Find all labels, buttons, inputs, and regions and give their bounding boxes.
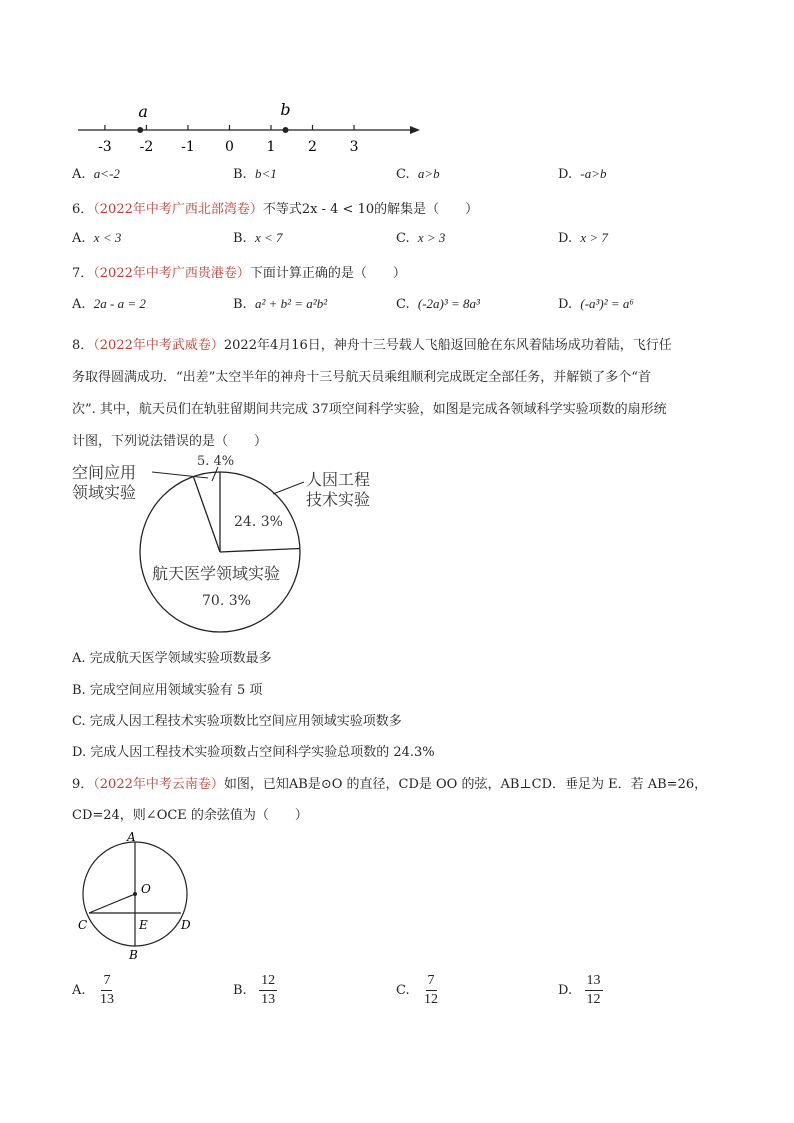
number-line-tick-label: -3 — [98, 139, 112, 155]
fraction — [259, 972, 277, 1009]
option-letter: C. — [396, 983, 410, 998]
q8-stem-line-2: 务取得圆满成功．“出差”太空半年的神舟十三号航天员乘组顺利完成既定全部任务，并解锁了多个“首 — [72, 370, 651, 385]
slice-label-medicine: 航天医学领域实验 — [152, 564, 281, 583]
option-letter: B. — [233, 983, 247, 998]
pie-slice-divider — [193, 477, 220, 552]
option-text: x < 3 — [93, 230, 122, 245]
fraction-numerator: 13 — [585, 972, 603, 991]
fraction-numerator: 7 — [426, 972, 437, 991]
q8-stem-line-1 — [72, 334, 672, 353]
slice-value-medicine: 70. 3% — [202, 593, 251, 609]
q7-option-a[interactable] — [72, 296, 146, 312]
number-line-tick-label: 3 — [349, 139, 359, 155]
option-letter: B. — [233, 231, 247, 246]
center-o-dot — [133, 892, 137, 896]
question-text: 下面计算正确的是（ ） — [249, 266, 406, 281]
q8-stem-line-4: 计图，下列说法错误的是（ ） — [72, 434, 268, 449]
q6-stem — [72, 198, 478, 217]
point-b-dot — [283, 127, 289, 133]
fraction — [98, 972, 116, 1009]
option-letter: C. — [396, 167, 410, 182]
q9-option-a[interactable] — [72, 972, 116, 1009]
option-text: a>b — [417, 166, 440, 181]
option-text: x > 3 — [417, 230, 446, 245]
label-e: E — [139, 918, 148, 932]
option-letter: B. — [233, 297, 247, 312]
number-line-tick-label: 1 — [266, 139, 276, 155]
fraction-numerator: 12 — [259, 972, 277, 991]
q8-stem-line-3: 次”. 其中，航天员们在轨驻留期间共完成 37项空间科学实验，如图是完成各领域科学实验项数的扇形统 — [72, 402, 667, 417]
option-letter: C. — [72, 714, 86, 729]
option-text: 完成人因工程技术实验项数比空间应用领域实验项数多 — [89, 714, 402, 729]
slice-value-space: 5. 4% — [197, 454, 235, 469]
point-b-label: b — [280, 100, 291, 119]
option-letter: C. — [396, 231, 410, 246]
label-b: B — [129, 948, 138, 962]
option-letter: B. — [72, 683, 86, 698]
question-text: 不等式2x - 4 < 10的解集是（ ） — [262, 202, 479, 217]
circle-figure — [75, 828, 205, 966]
option-letter: D. — [558, 167, 573, 182]
label-o: O — [141, 882, 151, 896]
option-letter: C. — [396, 297, 410, 312]
q9-stem-line-2: CD=24，则∠OCE 的余弦值为（ ） — [72, 808, 308, 823]
number-line-tick-label: 0 — [225, 139, 234, 155]
fraction-numerator: 7 — [101, 972, 112, 991]
slice-value-human: 24. 3% — [234, 514, 283, 530]
q9-option-b[interactable] — [233, 972, 277, 1009]
question-source: （2022年中考云南卷） — [93, 777, 224, 792]
q5-option-a[interactable] — [72, 166, 120, 182]
fraction-denominator: 12 — [424, 992, 439, 1007]
q6-option-c[interactable] — [396, 230, 445, 246]
option-text: a<-2 — [93, 166, 120, 181]
label-d: D — [181, 918, 191, 932]
pie-slice-divider — [220, 548, 300, 552]
q6-option-d[interactable] — [558, 230, 608, 246]
option-letter: A. — [72, 297, 86, 312]
option-text: x < 7 — [254, 230, 283, 245]
question-number: 9． — [72, 777, 94, 792]
q9-option-d[interactable] — [558, 972, 603, 1009]
slice-label-space-line1: 空间应用 — [72, 463, 137, 482]
option-text: 完成航天医学领域实验项数最多 — [89, 651, 272, 666]
option-text: x > 7 — [580, 230, 608, 245]
slice-label-space-line2: 领域实验 — [72, 483, 137, 502]
number-line-tick-label: 2 — [308, 139, 317, 155]
option-letter: A. — [72, 167, 86, 182]
option-letter: D. — [72, 745, 87, 760]
q8-option-b[interactable] — [72, 679, 262, 698]
fraction-denominator: 12 — [586, 992, 601, 1007]
segment-oc — [89, 894, 135, 913]
option-text: (-2a)³ = 8a³ — [417, 296, 480, 311]
fraction-denominator: 13 — [261, 992, 276, 1007]
option-text: (-a³)² = a⁶ — [580, 296, 634, 311]
label-c: C — [78, 918, 88, 932]
number-line-tick-label: -2 — [139, 139, 154, 155]
slice-label-human-line1: 人因工程 — [306, 470, 371, 489]
q6-option-b[interactable] — [233, 230, 283, 246]
q7-stem — [72, 262, 406, 281]
fraction — [585, 972, 603, 1009]
number-line-arrow — [410, 126, 420, 134]
slice-leader-space-value — [212, 467, 218, 481]
slice-leader-human — [273, 482, 304, 494]
option-letter: A. — [72, 983, 86, 998]
q9-stem-line-1 — [72, 773, 707, 792]
question-text: 2022年4月16日，神舟十三号载人飞船返回舱在东风着陆场成功着陆，飞行任 — [223, 338, 672, 353]
q8-option-c[interactable] — [72, 710, 402, 729]
number-line-figure — [70, 95, 430, 157]
option-letter: A. — [72, 231, 86, 246]
option-text: 2a - a = 2 — [93, 296, 146, 311]
question-text: 如图，已知AB是⊙O 的直径，CD是 OO 的弦，AB⊥CD．垂足为 E．若 AB=26， — [223, 777, 708, 792]
q7-option-b[interactable] — [233, 296, 327, 312]
option-letter: D. — [558, 231, 573, 246]
q8-option-d[interactable] — [72, 741, 435, 760]
fraction — [422, 972, 440, 1009]
q5-option-c[interactable] — [396, 166, 440, 182]
q5-option-d[interactable] — [558, 166, 606, 182]
point-a-label: a — [138, 102, 148, 121]
label-a: A — [127, 830, 136, 844]
option-letter: D. — [558, 297, 573, 312]
question-source: （2022年中考广西北部湾卷） — [93, 202, 263, 217]
pie-chart — [60, 445, 400, 645]
option-letter: B. — [233, 167, 247, 182]
question-source: （2022年中考武威卷） — [93, 338, 224, 353]
option-text: 完成空间应用领域实验有 5 项 — [89, 683, 263, 698]
fraction-denominator: 13 — [99, 992, 114, 1007]
option-text: a² + b² = a²b² — [254, 296, 328, 311]
point-a-dot — [137, 127, 143, 133]
option-text: 完成人因工程技术实验项数占空间科学实验总项数的 24.3% — [90, 745, 435, 760]
q8-option-a[interactable] — [72, 647, 272, 666]
option-letter: D. — [558, 983, 573, 998]
question-number: 8． — [72, 338, 94, 353]
q9-option-c[interactable] — [396, 972, 440, 1009]
option-letter: A. — [72, 651, 86, 666]
question-number: 7． — [72, 266, 94, 281]
question-number: 6． — [72, 202, 94, 217]
q5-option-b[interactable] — [233, 166, 277, 182]
option-text: b<1 — [254, 166, 277, 181]
q7-option-d[interactable] — [558, 296, 634, 312]
number-line-tick-label: -1 — [181, 139, 195, 155]
q7-option-c[interactable] — [396, 296, 480, 312]
q6-option-a[interactable] — [72, 230, 121, 246]
question-source: （2022年中考广西贵港卷） — [93, 266, 250, 281]
slice-label-human-line2: 技术实验 — [306, 490, 371, 509]
option-text: -a>b — [580, 166, 607, 181]
